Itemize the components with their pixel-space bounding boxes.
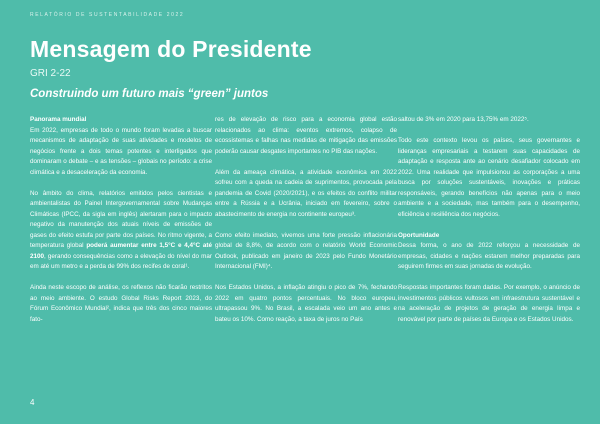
paragraph: Dessa forma, o ano de 2022 reforçou a necessidade de empresas, cidades e nações estarem melhor preparadas para seguirem firmes em suas jornadas de evolução.	[398, 242, 580, 270]
page-title: Mensagem do Presidente	[30, 36, 312, 62]
section-heading-oportunidade: Oportunidade	[398, 231, 440, 239]
text-column-2	[215, 115, 397, 336]
paragraph	[30, 189, 212, 273]
paragraph-text: , gerando consequências como a elevação do nível do mar em até um metro e a perda de 99% dos recifes de coral¹.	[30, 252, 212, 270]
paragraph: saltou de 3% em 2020 para 13,75% em 2022⁵.	[398, 116, 529, 123]
paragraph: Nos Estados Unidos, a inflação atingiu o pico de 7%, fechando 2022 em quatro pontos percentuais. No bloco europeu, ultrapassou 9%. No Brasil, a escalada veio um ano antes e bateu os 10%. Como reação, a taxa de juros no País	[215, 284, 397, 323]
paragraph: Ainda neste escopo de análise, os reflexos não ficarão restritos ao meio ambiente. O estudo Global Risks Report 2023, do Fórum Econômico Mundial², indica que três dos cinco maiores fato-	[30, 284, 212, 323]
section-subtitle: Construindo um futuro mais “green” juntos	[30, 88, 269, 100]
text-column-3	[398, 115, 580, 336]
paragraph: Como efeito imediato, vivemos uma forte pressão inflacionária global de 8,8%, de acordo com o relatório World Economic Outlook, publicado em janeiro de 2023 pelo Fundo Monetário Internacional (FMI)⁴.	[215, 231, 397, 270]
paragraph: Todo este contexto levou os países, seus governantes e lideranças empresariais a testarem suas capacidades de adaptação e resposta ante ao cenário desafiador colocado em 2022. Uma realidade que impulsionou as corporações a uma busca por soluções sustentáveis, inovações e práticas responsáveis, gerando benefícios não apenas para o meio ambiente e a sociedade, mas também para o desempenho, eficiência e resiliência dos negócios.	[398, 137, 580, 218]
paragraph: Respostas importantes foram dadas. Por exemplo, o anúncio de investimentos públicos vultosos em infraestrutura sustentável e na aceleração de projetos de geração de energia limpa e renovável por parte de países da Europa e os Estados Unidos.	[398, 284, 580, 323]
highlighted-text: poderá aumentar entre 1,5°C e 4,4°C até 2100	[30, 242, 212, 260]
page-number: 4	[30, 398, 35, 407]
paragraph: Em 2022, empresas de todo o mundo foram levadas a buscar mecanismos de adaptação de suas atividades e modelos de negócios frente a dois temas potentes e interligados que dominaram o debate – e as tensões – globais no período: a crise climática e a desaceleração da economia.	[30, 126, 212, 176]
paragraph: Além da ameaça climática, a atividade econômica em 2022 sofreu com a queda na cadeia de suprimentos, provocada pela pandemia de Covid (2020/2021), e os efeitos do conflito militar entre a Rússia e a Ucrânia, iniciado em fevereiro, sobre o abastecimento de energia no continente europeu³.	[215, 168, 397, 218]
gri-code: GRI 2-22	[30, 68, 71, 79]
paragraph: res de elevação de risco para a economia global estão relacionados ao clima: eventos extremos, colapso de ecossistemas e falhas nas medidas de mitigação das emissões poderão causar desgates importantes no PIB das nações.	[215, 116, 397, 155]
report-header: RELATÓRIO DE SUSTENTABILIDADE 2022	[30, 12, 185, 18]
text-column-1	[30, 115, 212, 336]
section-heading-panorama: Panorama mundial	[30, 116, 87, 123]
paragraph-text: No âmbito do clima, relatórios emitidos pelos cientistas e ambientalistas do Painel Intergovernamental sobre Mudanças Climáticas (IPCC, da sigla em inglês) alertaram para o impacto negativo da manutenção dos atuais níveis de emissões de gases do efeito estufa por parte dos países. No ritmo vigente, a temperatura global	[30, 189, 212, 249]
